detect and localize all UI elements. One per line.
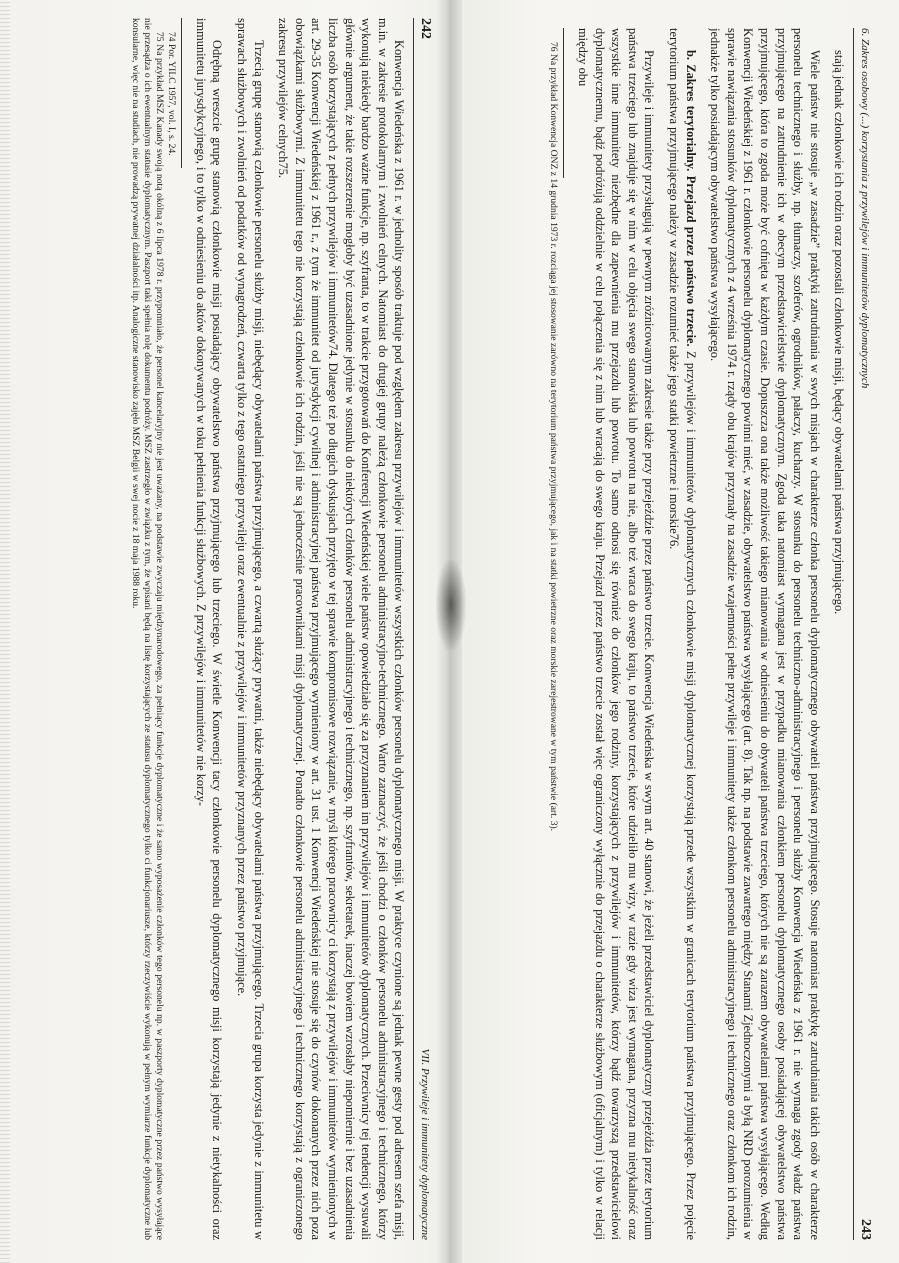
left-paragraph-3: Odrębną wreszcie grupę stanowią członkowie misji posiadający obywatelstwo państwa przyjmującego lub trzeciego. W świetle Konwencji tacy członkowie personelu dyplomatycznego misji korzystają jedynie z nietykalności oraz immunitetu jurysdykcyjnego, i to tylko w odniesieniu do aktów dokonywanych w toku pełnienia funkcji służbowych. Z przywilejów i immunitetów nie korzy-	[193, 18, 225, 1240]
right-paragraph-4: Przywileje i immunitety przysługują w pewnym zróżnicowanym zakresie także przy przejeździe przez państwo trzecie. Konwencja Wiedeńska w swym art. 40 stanowi, że jeżeli przedstawiciel dyplomatyczny przejeżdża przez terytorium państwa trzeciego lub znajduje się w nim w celu objęcia swego stanowiska lub powrotu na nie, albo też wraca do swego kraju, to państwo trzecie, które udzieliło mu wizy, w razie gdy wiza jest wymagana, przyzna mu nietykalność oraz wszystkie inne immunitety niezbędne dla zapewnienia mu przejazdu lub powrotu. To samo odnosi się również do członków jego rodziny, korzystających z przywilejów i immunitetów, którzy bądź towarzyszą przedstawicielowi dyplomatycznemu, bądź podróżują oddzielnie w celu połączenia się z nim lub wracają do swego kraju. Przejazd przez państwo trzecie został więc ograniczony wyłącznie do przejazdu o charakterze służbowym (oficjalnym) i tylko w relacji między obu	[576, 28, 657, 1240]
left-running-title: VII. Przywileje i immunitety dyplomatyczne	[419, 1048, 431, 1240]
subsection-heading: b. Zakres terytorialny. Przejazd przez państwo trzecie.	[683, 50, 698, 347]
left-paragraph-2: Trzecią grupę stanowią członkowie personelu służby misji, niebędący obywatelami państwa przyjmującego, a czwartą służący prywatni, także niebędący obywatelami państwa przyjmującego. Trzecia grupa korzysta jedynie z immunitetu w sprawach służbowych i zwolnień od podatków od wynagrodzeń, czwarta tylko z tego ostatniego przywileju oraz ewentualnie z przywilejów i immunitetów przyznanych przez państwo przyjmujące.	[235, 18, 266, 1240]
right-paragraph-3: b. Zakres terytorialny. Przejazd przez państwo trzecie. Z przywilejów i immunitetów dyplomatycznych członkowie misji dyplomatycznej korzystają przede wszystkim w granicach terytorium państwa przyjmującego. Przez pojęcie terytorium państwa przyjmującego należy w zasadzie rozumieć także jego statki powietrzne i morskie76.	[667, 28, 698, 1240]
right-paragraph-2: Wiele państw nie stosuje „w zasadzie” praktyki zatrudniania w swych misjach w charakterze członka personelu dyplomatycznego obywateli państwa przyjmującego. Stosuje natomiast praktykę zatrudniania takich osób w charakterze personelu technicznego i służby, np. tłumaczy, szoferów, ogrodników, pałaczy, kucharzy. W stosunku do personelu techniczno-administracyjnego i personelu służby Konwencja Wiedeńska z 1961 r. nie wymaga zgody władz państwa przyjmującego na zatrudnienie ich w obecym przedstawicielstwie dyplomatycznym. Zgoda taka natomiast wymagana jest w przypadku mianowania członkiem personelu dyplomatycznego osoby posiadającej obywatelstwo państwa przyjmującego, która to zgoda może być cofnięta w każdym czasie. Dopuszcza ona także możliwość takiego mianowania w odniesieniu do obywateli państwa trzeciego, których nie są zarazem obywatelami państwa wysyłającego. Według Konwencji Wiedeńskiej z 1961 r. członkowie personelu dyplomatycznego powinni mieć, w zasadzie, obywatelstwo państwa wysyłającego (art. 8). Tak np. na podstawie zawartego między Stanami Zjednoczonymi a byłą NRD porozumienia w sprawie nawiązania stosunków dyplomatycznych z 4 września 1974 r. rządy obu krajów przyznały na zasadzie wzajemności pełne przywileje i immunitety także członkom personelu administracyjnego i technicznego oraz członkom ich rodzin, jednakże tylko posiadającym obywatelstwo państwa wysyłającego.	[708, 28, 822, 1240]
right-page	[453, 28, 873, 1240]
footnote-rule	[564, 28, 565, 178]
right-page-number: 243	[858, 1219, 873, 1240]
left-paragraph-1: Konwencja Wiedeńska z 1961 r. w jednolity sposób traktuje pod względem zakresu przywilejów i immunitetów wszystkich członków personelu dyplomatycznego misji. W praktyce czynione są jednak pewne gesty pod adresem szefa misji, m.in. w zakresie protokolarnym i zwolnień celnych. Natomiast do drugiej grupy należą członkowie personelu administracyjno-technicznego. Warto zaznaczyć, że jeśli chodzi o członków personelu administracyjnego i technicznego, którzy wykonują niekiedy bardzo ważne funkcje, np. szyfranta, to w trakcie przygotowań do Konferencji Wiedeńskiej wiele państw opowiedziało się za przyznaniem im przywilejów i immunitetów dyplomatycznych. Przeciwnicy tej tendencji wysuwali głównie argument, że takie rozszerzenie mogłoby być uzasadnione jedynie w stosunku do niektórych członków personelu administracyjnego i technicznego, np. szyfrantów, sekretarek, inaczej bowiem wzrosłaby niepomiernie i bez uzasadnienia liczba osób korzystających z pełnych przywilejów i immunitetów74. Dlatego też po długich dyskusjach przyjęto w tej sprawie kompromisowe rozwiązanie, w myśl którego pracownicy ci korzystają z przywilejów i immunitetów wymienionych w art. 29-35 Konwencji Wiedeńskiej z 1961 r., z tym że immunitet od jurysdykcji cywilnej i administracyjnej państwa przyjmującego wymieniony w art. 31 ust. 1 Konwencji Wiedeńskiej nie stosuje się do czynów dokonanych przez nich poza obowiązkami służbowymi. Z immunitetu tego nie korzystają członkowie ich rodzin, jeśli nie są jednocześnie pracownikami misji dyplomatycznej. Ponadto członkowie personelu administracyjnego i technicznego korzystają z ograniczonego zakresu przywilejów celnych75.	[276, 18, 407, 1240]
left-footnotes	[129, 18, 182, 1240]
right-running-title: 6. Zakres osobowy (...) korzystania z przywilejów i immunitetów dyplomatycznych	[859, 28, 871, 389]
left-page-number: 242	[418, 18, 433, 39]
footnote-rule	[181, 18, 182, 168]
binding-edge	[0, 0, 10, 1263]
footnote-76: 76 Na przykład Konwencja ONZ z 14 grudnia 1973 r. rozciąga jej stosowanie zarówno na terytorium państwa przyjmującego, jak i na statki powietrzne oraz morskie zarejestrowane w tym państwie (art. 3).	[548, 42, 560, 832]
footnote-75: 75 Na przykład MSZ Kanady swoją notą okólną z 6 lipca 1978 r. przypomniało, że personel kancelaryjny nie jest uważany, na podstawie zwyczaju międzynarodowego, za pełniący funkcje dyplomatyczne i że samo wyposażenie członków tego personelu np. w paszporty dyplomatyczne przez państwo wysyłające nie przesądza o ich ewentualnym statusie dyplomatycznym. Paszport taki spełnia rolę dokumentu podróży. MSZ zastrzegło w związku z tym, że wpisani będą na listę korzystających ze statusu dyplomatycznego tylko ci funkcjonariusze, którzy rzeczywiście wykonują w pełnym wymiarze funkcje dyplomatyczne lub konsularne, więc nie na studiach, nie prowadzą prywatnej działalności itp. Analogiczne stanowisko zajęło MSZ Belgii w swej nocie z 18 maja 1988 roku.	[130, 18, 166, 1240]
right-footnotes	[548, 28, 565, 1240]
right-paragraph-1: stają jednak członkowie ich rodzin oraz pozostali członkowie misji, będący obywatelami państwa przyjmującego.	[832, 50, 847, 615]
left-page	[33, 18, 433, 1240]
footnote-74: 74 Por. YILC 1957, vol. I, s. 24.	[166, 32, 178, 156]
left-running-head	[413, 18, 433, 1240]
right-running-head	[853, 28, 873, 1240]
